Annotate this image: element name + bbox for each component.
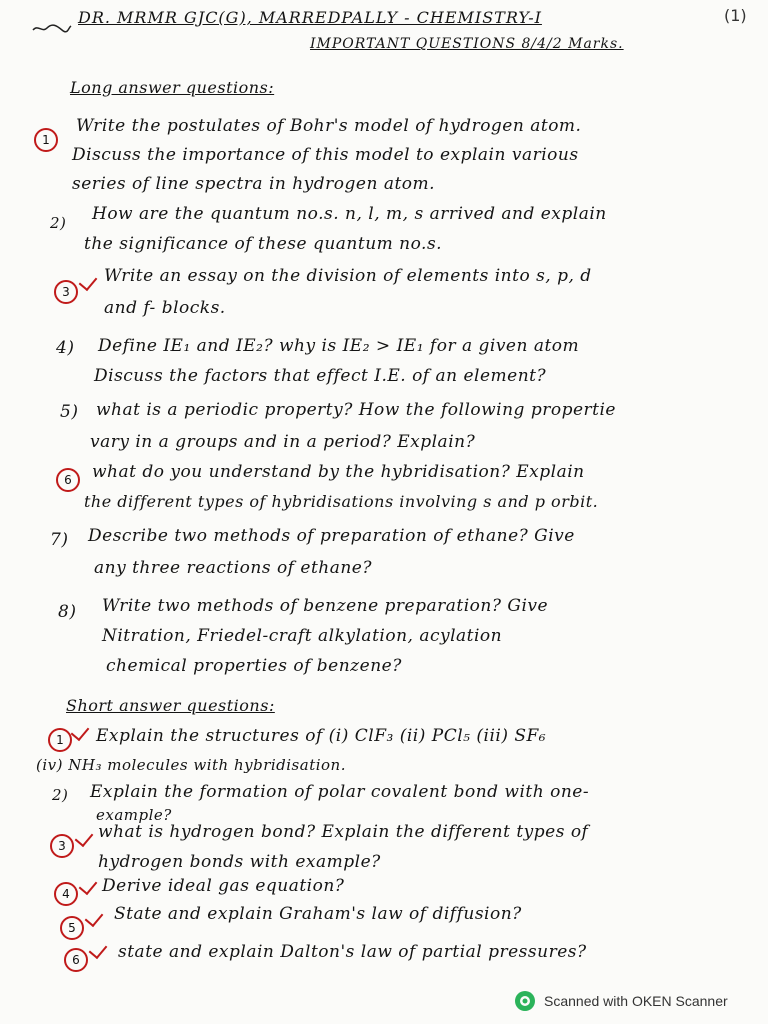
question-line: the significance of these quantum no.s. [84,234,443,254]
question-circle-marker: 6 [56,468,80,492]
question-line: Discuss the importance of this model to explain various [72,145,579,165]
question-line: example? [96,806,172,824]
red-tick-icon [89,940,108,959]
question-line: what is a periodic property? How the following propertie [96,400,616,420]
scanner-logo-icon [514,990,536,1012]
page-number-mark: (1) [724,6,747,25]
question-line: vary in a groups and in a period? Explain? [90,432,476,452]
question-line: and f- blocks. [104,298,226,318]
red-tick-icon [79,876,98,895]
question-line: Write an essay on the division of elements into s, p, d [104,266,592,286]
question-circle-marker: 3 [54,280,78,304]
question-line: Nitration, Friedel-craft alkylation, acylation [102,626,503,646]
red-tick-icon [71,722,90,741]
red-tick-icon [79,272,98,291]
question-line: Explain the structures of (i) ClF₃ (ii) PCl₅ (iii) SF₆ [96,726,547,746]
red-tick-icon [75,828,94,847]
question-circle-marker: 6 [64,948,88,972]
question-number: 2) [52,786,69,804]
question-line: what is hydrogen bond? Explain the different types of [98,822,589,842]
short-answer-heading: Short answer questions: [66,696,275,715]
question-number: 5) [60,402,79,422]
question-line: Discuss the factors that effect I.E. of an element? [94,366,547,386]
pen-scribble-icon [32,22,72,34]
question-line: any three reactions of ethane? [94,558,372,578]
question-line: Derive ideal gas equation? [102,876,345,896]
question-line: series of line spectra in hydrogen atom. [72,174,436,194]
question-number: 2) [50,214,67,232]
question-line: Describe two methods of preparation of ethane? Give [88,526,575,546]
question-line: hydrogen bonds with example? [98,852,381,872]
scanner-text: Scanned with OKEN Scanner [544,993,728,1009]
red-tick-icon [85,908,104,927]
question-circle-marker: 1 [34,128,58,152]
question-line: (iv) NH₃ molecules with hybridisation. [36,756,346,774]
question-number: 7) [50,530,69,550]
question-circle-marker: 5 [60,916,84,940]
question-line: State and explain Graham's law of diffusion? [114,904,522,924]
question-line: chemical properties of benzene? [106,656,402,676]
question-line: Define IE₁ and IE₂? why is IE₂ > IE₁ for a given atom [98,336,580,356]
question-number: 4) [56,338,75,358]
question-line: How are the quantum no.s. n, l, m, s arrived and explain [92,204,607,224]
question-circle-marker: 1 [48,728,72,752]
header-college-line: DR. MRMR GJC(G), MARREDPALLY - CHEMISTRY-I [78,8,542,27]
question-line: the different types of hybridisations involving s and p orbit. [84,492,599,511]
header-important-questions: IMPORTANT QUESTIONS 8/4/2 Marks. [310,36,624,52]
question-line: Explain the formation of polar covalent bond with one- [90,782,590,802]
question-line: Write the postulates of Bohr's model of hydrogen atom. [76,116,582,136]
question-circle-marker: 3 [50,834,74,858]
question-line: Write two methods of benzene preparation? Give [102,596,549,616]
question-line: what do you understand by the hybridisation? Explain [92,462,585,482]
scanner-watermark [514,990,728,1012]
question-circle-marker: 4 [54,882,78,906]
long-answer-heading: Long answer questions: [70,78,275,97]
question-number: 8) [58,602,77,622]
question-line: state and explain Dalton's law of partial pressures? [118,942,587,962]
